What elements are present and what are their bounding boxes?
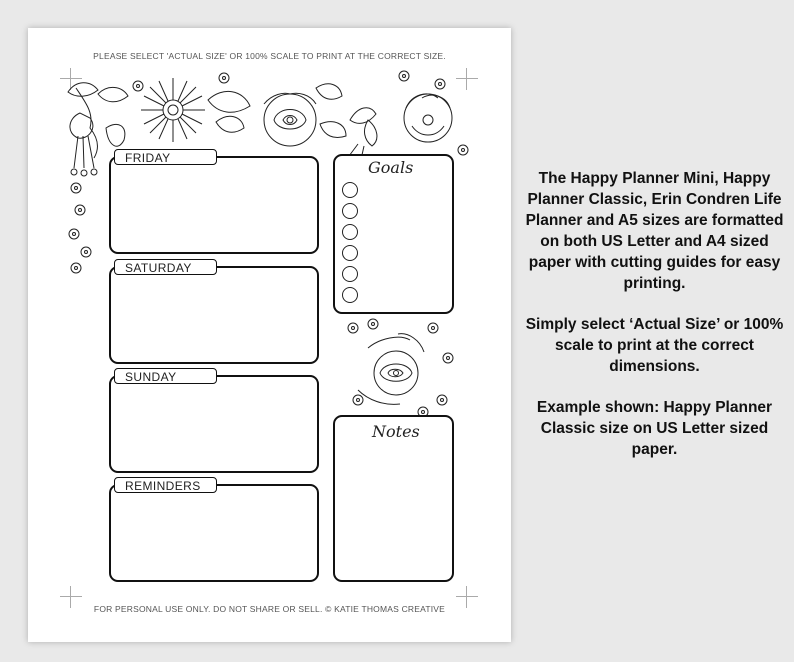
notes-title: Notes [372, 422, 420, 441]
goal-checkbox-5[interactable] [342, 266, 358, 282]
product-description [522, 168, 787, 480]
description-example: Example shown: Happy Planner Classic size on US Letter sized paper. [536, 399, 773, 458]
description-print-instructions: Simply select ‘Actual Size’ or 100% scale to print at the correct dimensions. [525, 316, 784, 375]
goal-checkbox-1[interactable] [342, 182, 358, 198]
friday-label: FRIDAY [114, 149, 217, 165]
goal-checkbox-4[interactable] [342, 245, 358, 261]
saturday-box[interactable] [109, 266, 319, 364]
description-formats: The Happy Planner Mini, Happy Planner Classic, Erin Condren Life Planner and A5 sizes are formatted on both US Letter and A4 sized paper with cutting guides for easy printing. [525, 170, 784, 292]
goal-checkbox-2[interactable] [342, 203, 358, 219]
reminders-box[interactable] [109, 484, 319, 582]
goal-checkbox-3[interactable] [342, 224, 358, 240]
reminders-label: REMINDERS [114, 477, 217, 493]
print-instruction: PLEASE SELECT 'ACTUAL SIZE' OR 100% SCALE TO PRINT AT THE CORRECT SIZE. [93, 51, 446, 61]
planner-sheet [28, 28, 511, 642]
sunday-box[interactable] [109, 375, 319, 473]
goal-checkbox-6[interactable] [342, 287, 358, 303]
crop-mark-top-left [60, 68, 82, 90]
copyright-footer: FOR PERSONAL USE ONLY. DO NOT SHARE OR SELL. © KATIE THOMAS CREATIVE [93, 604, 446, 614]
crop-mark-top-right [456, 68, 478, 90]
friday-box[interactable] [109, 156, 319, 254]
saturday-label: SATURDAY [114, 259, 217, 275]
goals-title: Goals [368, 158, 414, 177]
sunday-label: SUNDAY [114, 368, 217, 384]
